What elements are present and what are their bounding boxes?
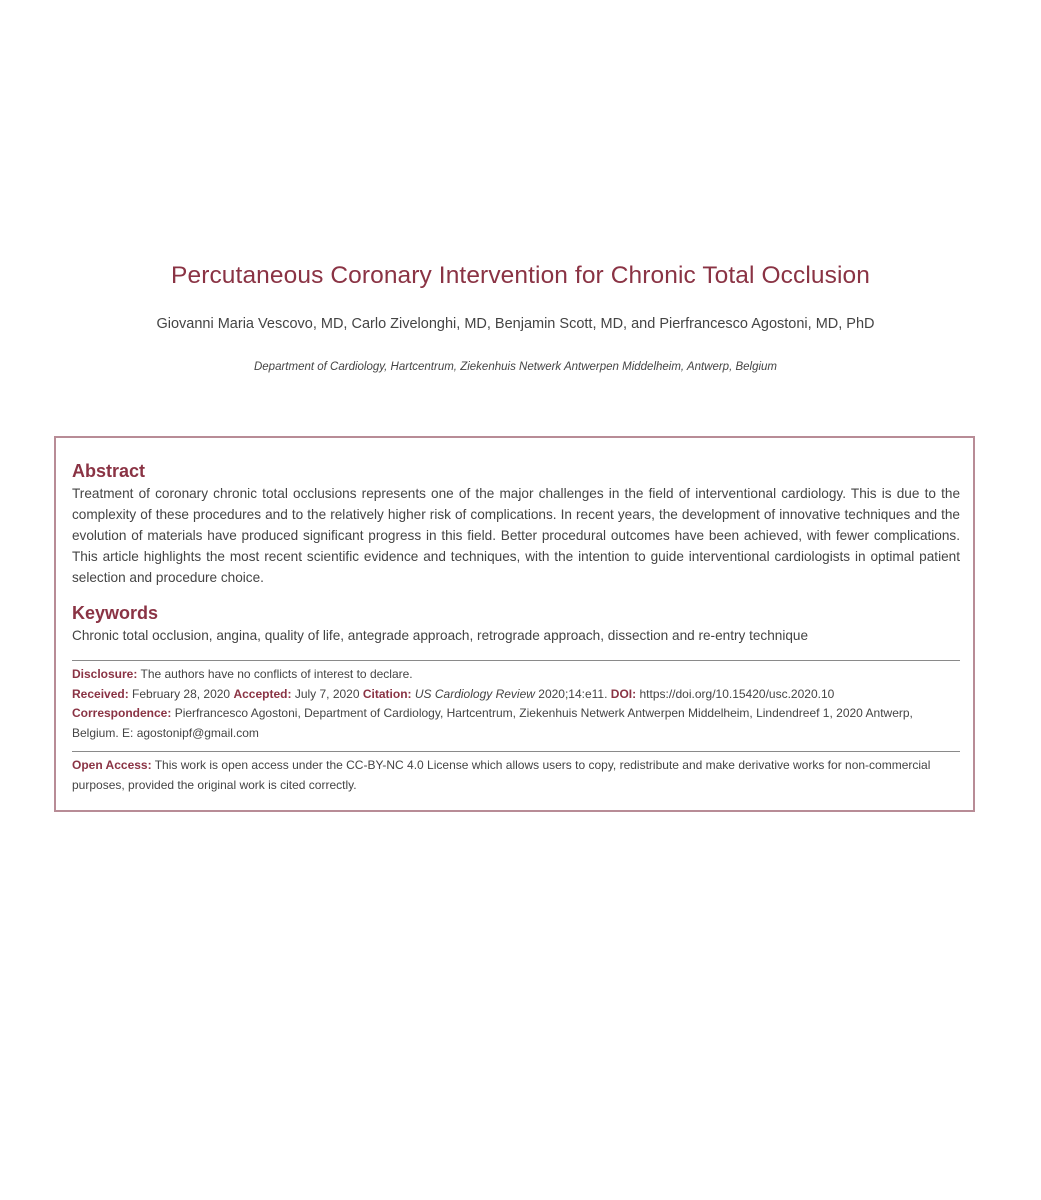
open-access-notice [72, 756, 960, 795]
divider [72, 660, 960, 661]
disclosure-label: Disclosure: [72, 667, 138, 681]
open-access-label: Open Access: [72, 758, 152, 772]
keywords-text: Chronic total occlusion, angina, quality of life, antegrade approach, retrograde approach, dissection and re-entry technique [72, 628, 809, 643]
received-label: Received: [72, 686, 129, 701]
abstract-box [54, 436, 975, 812]
disclosure-text: The authors have no conflicts of interest to declare. [140, 667, 413, 681]
doi-label: DOI: [610, 686, 637, 701]
disclosure-line [72, 665, 960, 685]
article-metadata [72, 665, 960, 743]
citation-journal: US Cardiology Review [414, 686, 535, 701]
accepted-value: July 7, 2020 [294, 686, 360, 701]
affiliation: Department of Cardiology, Hartcentrum, Ziekenhuis Netwerk Antwerpen Middelheim, Antwerp, Belgium [253, 361, 778, 373]
citation-label: Citation: [362, 686, 412, 701]
article-title: Percutaneous Coronary Intervention for Chronic Total Occlusion [171, 262, 870, 289]
abstract-text: Treatment of coronary chronic total occlusions represents one of the major challenges in the field of interventional cardiology. This is due to the complexity of these procedures and to the relatively higher risk of complications. In recent years, the development of innovative techniques and the evolution of materials have produced significant progress in this field. Better procedural outcomes have been achieved, with fewer complications. This article highlights the most recent scientific evidence and techniques, with the intention to guide interventional cardiologists in optimal patient selection and procedure choice. [72, 486, 960, 585]
citation-value: 2020;14:e11. [538, 686, 608, 701]
doi-link[interactable]: https://doi.org/10.15420/usc.2020.10 [639, 686, 835, 701]
accepted-label: Accepted: [233, 686, 292, 701]
open-access-text: This work is open access under the CC-BY-NC 4.0 License which allows users to copy, redistribute and make derivative works for non-commercial purposes, provided the original work is cited correctly. [72, 758, 931, 792]
received-value: February 28, 2020 [132, 686, 231, 701]
abstract-box-content [72, 460, 960, 795]
author-list: Giovanni Maria Vescovo, MD, Carlo Zivelonghi, MD, Benjamin Scott, MD, and Pierfrancesco Agostoni, MD, PhD [156, 316, 875, 332]
keywords-heading: Keywords [72, 603, 159, 623]
correspondence-line [72, 704, 960, 743]
divider [72, 751, 960, 752]
correspondence-label: Correspondence: [72, 706, 172, 720]
dates-citation-line [72, 685, 960, 705]
abstract-heading: Abstract [72, 461, 146, 481]
correspondence-text: Pierfrancesco Agostoni, Department of Cardiology, Hartcentrum, Ziekenhuis Netwerk Antwerpen Middelheim, Lindendreef 1, 2020 Antwerp, Belgium. E: agostonipf@gmail.com [72, 706, 913, 740]
